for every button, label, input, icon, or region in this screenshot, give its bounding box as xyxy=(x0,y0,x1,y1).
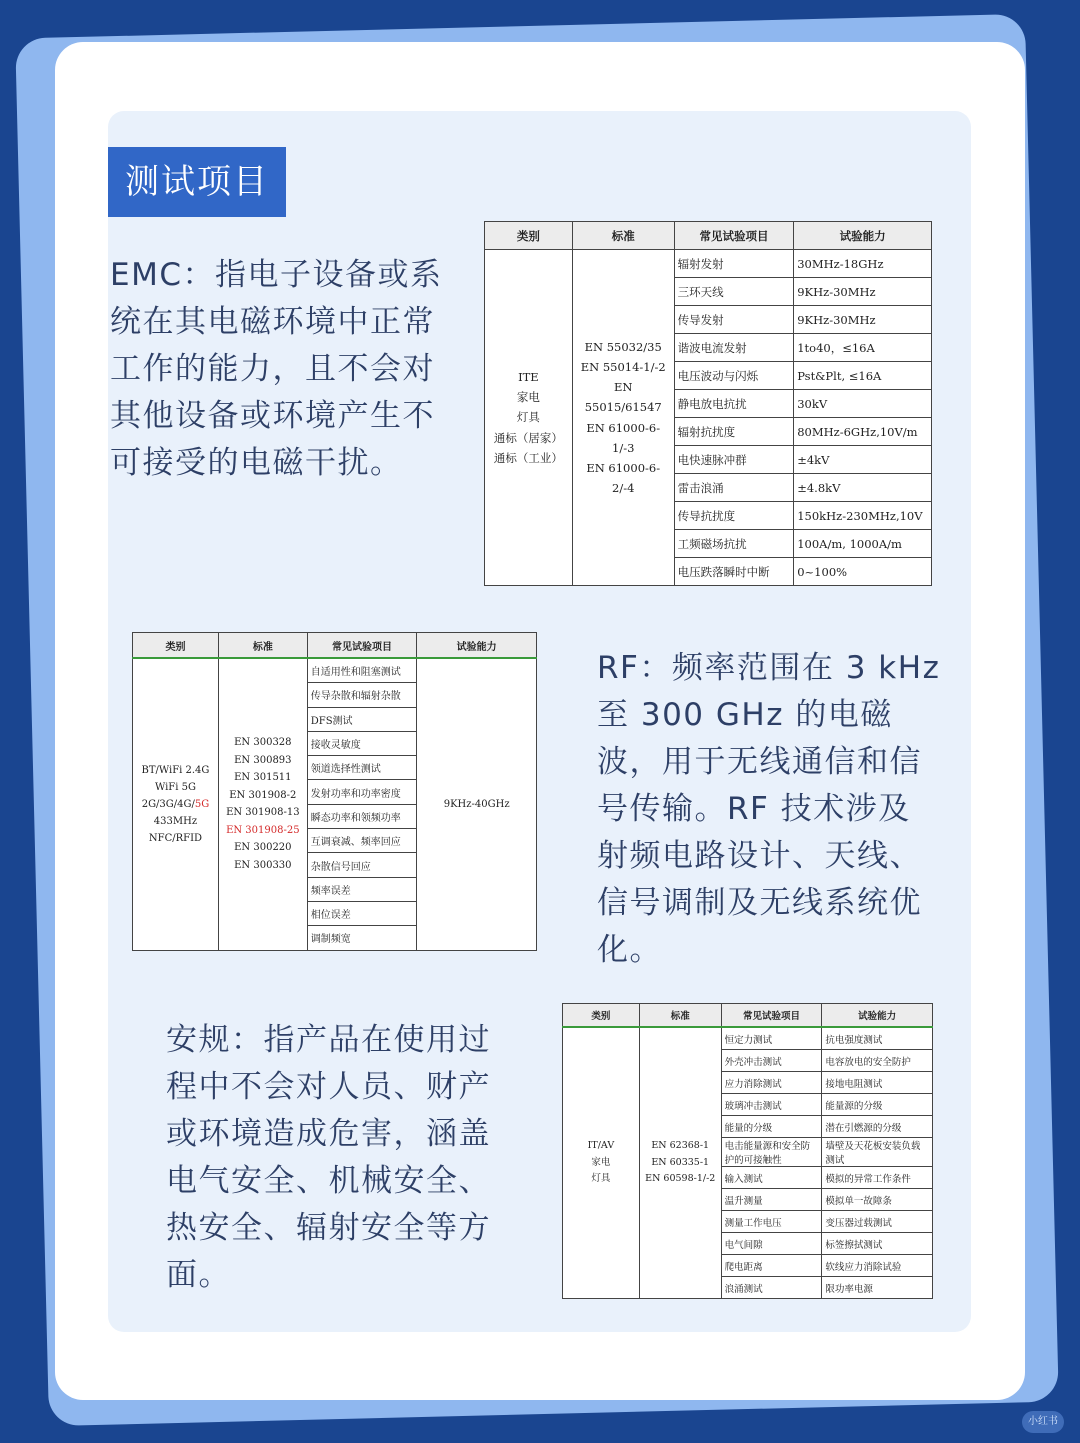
header-category: 类别 xyxy=(485,222,573,250)
test-item-cell: DFS测试 xyxy=(307,707,417,731)
watermark-logo: 小红书 xyxy=(1022,1411,1064,1433)
capability-cell: Pst&Plt, ≤16A xyxy=(794,362,932,390)
table-row xyxy=(485,250,932,278)
standard-item: EN 300328 xyxy=(234,737,292,749)
test-item-cell: 瞬态功率和领频功率 xyxy=(307,804,417,828)
standard-cell xyxy=(218,658,307,950)
standard-item: EN 61000-6-2/-4 xyxy=(586,460,661,495)
test-item-cell: 领道选择性测试 xyxy=(307,756,417,780)
test-item-cell: 传导杂散和辐射杂散 xyxy=(307,683,417,707)
standard-item: EN 301908-13 xyxy=(226,807,300,819)
capability-cell: 9KHz-40GHz xyxy=(417,658,537,950)
table-row xyxy=(133,658,537,683)
capability-cell: 1to40，≤16A xyxy=(794,334,932,362)
header-category: 类别 xyxy=(133,633,219,659)
test-item-cell: 电压波动与闪烁 xyxy=(674,362,794,390)
standard-item: EN 301511 xyxy=(234,772,292,784)
test-item-cell: 输入测试 xyxy=(721,1167,822,1189)
category-item: NFC/RFID xyxy=(148,832,203,844)
capability-cell: 0~100% xyxy=(794,558,932,586)
category-item: 通标（居家） xyxy=(493,430,563,445)
test-item-cell: 相位误差 xyxy=(307,901,417,925)
test-item-cell: 互调衰减、频率回应 xyxy=(307,829,417,853)
emc-table xyxy=(484,221,932,586)
test-item-cell: 发射功率和功率密度 xyxy=(307,780,417,804)
category-cell xyxy=(133,658,219,950)
category-item: IT/AV xyxy=(587,1140,615,1152)
test-item-cell: 浪涌测试 xyxy=(721,1277,822,1299)
capability-cell: 限功率电源 xyxy=(822,1277,933,1299)
table-row xyxy=(563,1027,933,1050)
capability-cell: 9KHz-30MHz xyxy=(794,306,932,334)
test-item-cell: 杂散信号回应 xyxy=(307,853,417,877)
test-item-cell: 雷击浪涌 xyxy=(674,474,794,502)
test-item-cell: 爬电距离 xyxy=(721,1255,822,1277)
test-item-cell: 电压跌落瞬时中断 xyxy=(674,558,794,586)
category-item: 家电 xyxy=(591,1156,611,1168)
category-item: ITE xyxy=(518,370,539,385)
standard-item: EN 60335-1 xyxy=(651,1156,710,1168)
category-item: 灯具 xyxy=(516,410,540,425)
capability-cell: 抗电强度测试 xyxy=(822,1027,933,1050)
capability-cell: 模拟的异常工作条件 xyxy=(822,1167,933,1189)
test-item-cell: 玻璃冲击测试 xyxy=(721,1094,822,1116)
test-item-cell: 电气间隙 xyxy=(721,1233,822,1255)
header-test-item: 常见试验项目 xyxy=(307,633,417,659)
capability-cell: 100A/m, 1000A/m xyxy=(794,530,932,558)
test-item-cell: 接收灵敏度 xyxy=(307,731,417,755)
emc-description: EMC：指电子设备或系统在其电磁环境中正常工作的能力，且不会对其他设备或环境产生不可接受的电磁干扰。 xyxy=(110,257,443,481)
standard-item: EN 61000-6-1/-3 xyxy=(586,420,661,455)
standard-item: EN 55014-1/-2 xyxy=(580,360,666,375)
standard-item: EN 300893 xyxy=(234,754,292,766)
capability-cell: 变压器过载测试 xyxy=(822,1211,933,1233)
header-standard: 标准 xyxy=(218,633,307,659)
capability-cell: 墙壁及天花板安装负载测试 xyxy=(822,1138,933,1167)
category-cell xyxy=(563,1027,640,1299)
category-item: 灯具 xyxy=(591,1173,611,1185)
test-item-cell: 能量的分级 xyxy=(721,1116,822,1138)
test-item-cell: 外壳冲击测试 xyxy=(721,1050,822,1072)
test-item-cell: 测量工作电压 xyxy=(721,1211,822,1233)
test-item-cell: 自适用性和阻塞测试 xyxy=(307,658,417,683)
table-header-row xyxy=(485,222,932,250)
test-item-cell: 静电放电抗扰 xyxy=(674,390,794,418)
test-item-cell: 工频磁场抗扰 xyxy=(674,530,794,558)
standard-item: EN 300330 xyxy=(234,859,292,871)
capability-cell: 30kV xyxy=(794,390,932,418)
header-standard: 标准 xyxy=(572,222,674,250)
header-test-item: 常见试验项目 xyxy=(674,222,794,250)
standard-item: EN 55015/61547 xyxy=(584,380,662,415)
header-capability: 试验能力 xyxy=(794,222,932,250)
test-item-cell: 传导发射 xyxy=(674,306,794,334)
category-item-highlight: 5G xyxy=(194,798,210,810)
capability-cell: 能量源的分级 xyxy=(822,1094,933,1116)
capability-cell: 150kHz-230MHz,10V xyxy=(794,502,932,530)
test-item-cell: 调制频宽 xyxy=(307,926,417,950)
test-item-cell: 辐射抗扰度 xyxy=(674,418,794,446)
test-item-cell: 辐射发射 xyxy=(674,250,794,278)
rf-description: RF：频率范围在 3 kHz 至 300 GHz 的电磁波，用于无线通信和信号传输。RF 技术涉及射频电路设计、天线、信号调制及无线系统优化。 xyxy=(597,650,941,968)
test-item-cell: 恒定力测试 xyxy=(721,1027,822,1050)
capability-cell: 80MHz-6GHz,10V/m xyxy=(794,418,932,446)
category-item: BT/WiFi 2.4G xyxy=(141,764,210,776)
table-header-row xyxy=(563,1004,933,1028)
standard-item: EN 60598-1/-2 xyxy=(645,1173,716,1185)
test-item-cell: 温升测量 xyxy=(721,1189,822,1211)
section-title: 测试项目 xyxy=(108,147,286,217)
standard-cell xyxy=(572,250,674,586)
standard-item: EN 301908-2 xyxy=(229,789,297,801)
capability-cell: 30MHz-18GHz xyxy=(794,250,932,278)
test-item-cell: 电快速脉冲群 xyxy=(674,446,794,474)
category-item: 433MHz xyxy=(153,815,198,827)
header-test-item: 常见试验项目 xyxy=(721,1004,822,1028)
standard-item-highlight: EN 301908-25 xyxy=(226,824,300,836)
capability-cell: 软线应力消除试验 xyxy=(822,1255,933,1277)
test-item-cell: 传导抗扰度 xyxy=(674,502,794,530)
standard-item: EN 62368-1 xyxy=(651,1140,710,1152)
rf-table xyxy=(132,632,537,951)
table-header-row xyxy=(133,633,537,659)
capability-cell: 电容放电的安全防护 xyxy=(822,1050,933,1072)
header-capability: 试验能力 xyxy=(822,1004,933,1028)
capability-cell: 潜在引燃源的分级 xyxy=(822,1116,933,1138)
standard-item: EN 300220 xyxy=(234,842,292,854)
safety-table xyxy=(562,1003,933,1299)
capability-cell: ±4kV xyxy=(794,446,932,474)
standard-item: EN 55032/35 xyxy=(584,340,662,354)
header-standard: 标准 xyxy=(639,1004,721,1028)
category-item: 通标（工业） xyxy=(493,450,563,465)
standard-cell xyxy=(639,1027,721,1299)
category-item: 家电 xyxy=(516,390,540,405)
category-item: WiFi 5G xyxy=(154,781,196,793)
test-item-cell: 应力消除测试 xyxy=(721,1072,822,1094)
capability-cell: 接地电阻测试 xyxy=(822,1072,933,1094)
header-category: 类别 xyxy=(563,1004,640,1028)
capability-cell: 标签擦拭测试 xyxy=(822,1233,933,1255)
test-item-cell: 频率误差 xyxy=(307,877,417,901)
header-capability: 试验能力 xyxy=(417,633,537,659)
capability-cell: ±4.8kV xyxy=(794,474,932,502)
capability-cell: 模拟单一故障条 xyxy=(822,1189,933,1211)
category-item: 2G/3G/4G/ xyxy=(141,798,195,810)
category-cell xyxy=(485,250,573,586)
safety-description: 安规：指产品在使用过程中不会对人员、财产或环境造成危害，涵盖电气安全、机械安全、热安全、辐射安全等方面。 xyxy=(166,1022,491,1293)
test-item-cell: 谐波电流发射 xyxy=(674,334,794,362)
test-item-cell: 电击能量源和安全防护的可接触性 xyxy=(721,1138,822,1167)
capability-cell: 9KHz-30MHz xyxy=(794,278,932,306)
test-item-cell: 三环天线 xyxy=(674,278,794,306)
